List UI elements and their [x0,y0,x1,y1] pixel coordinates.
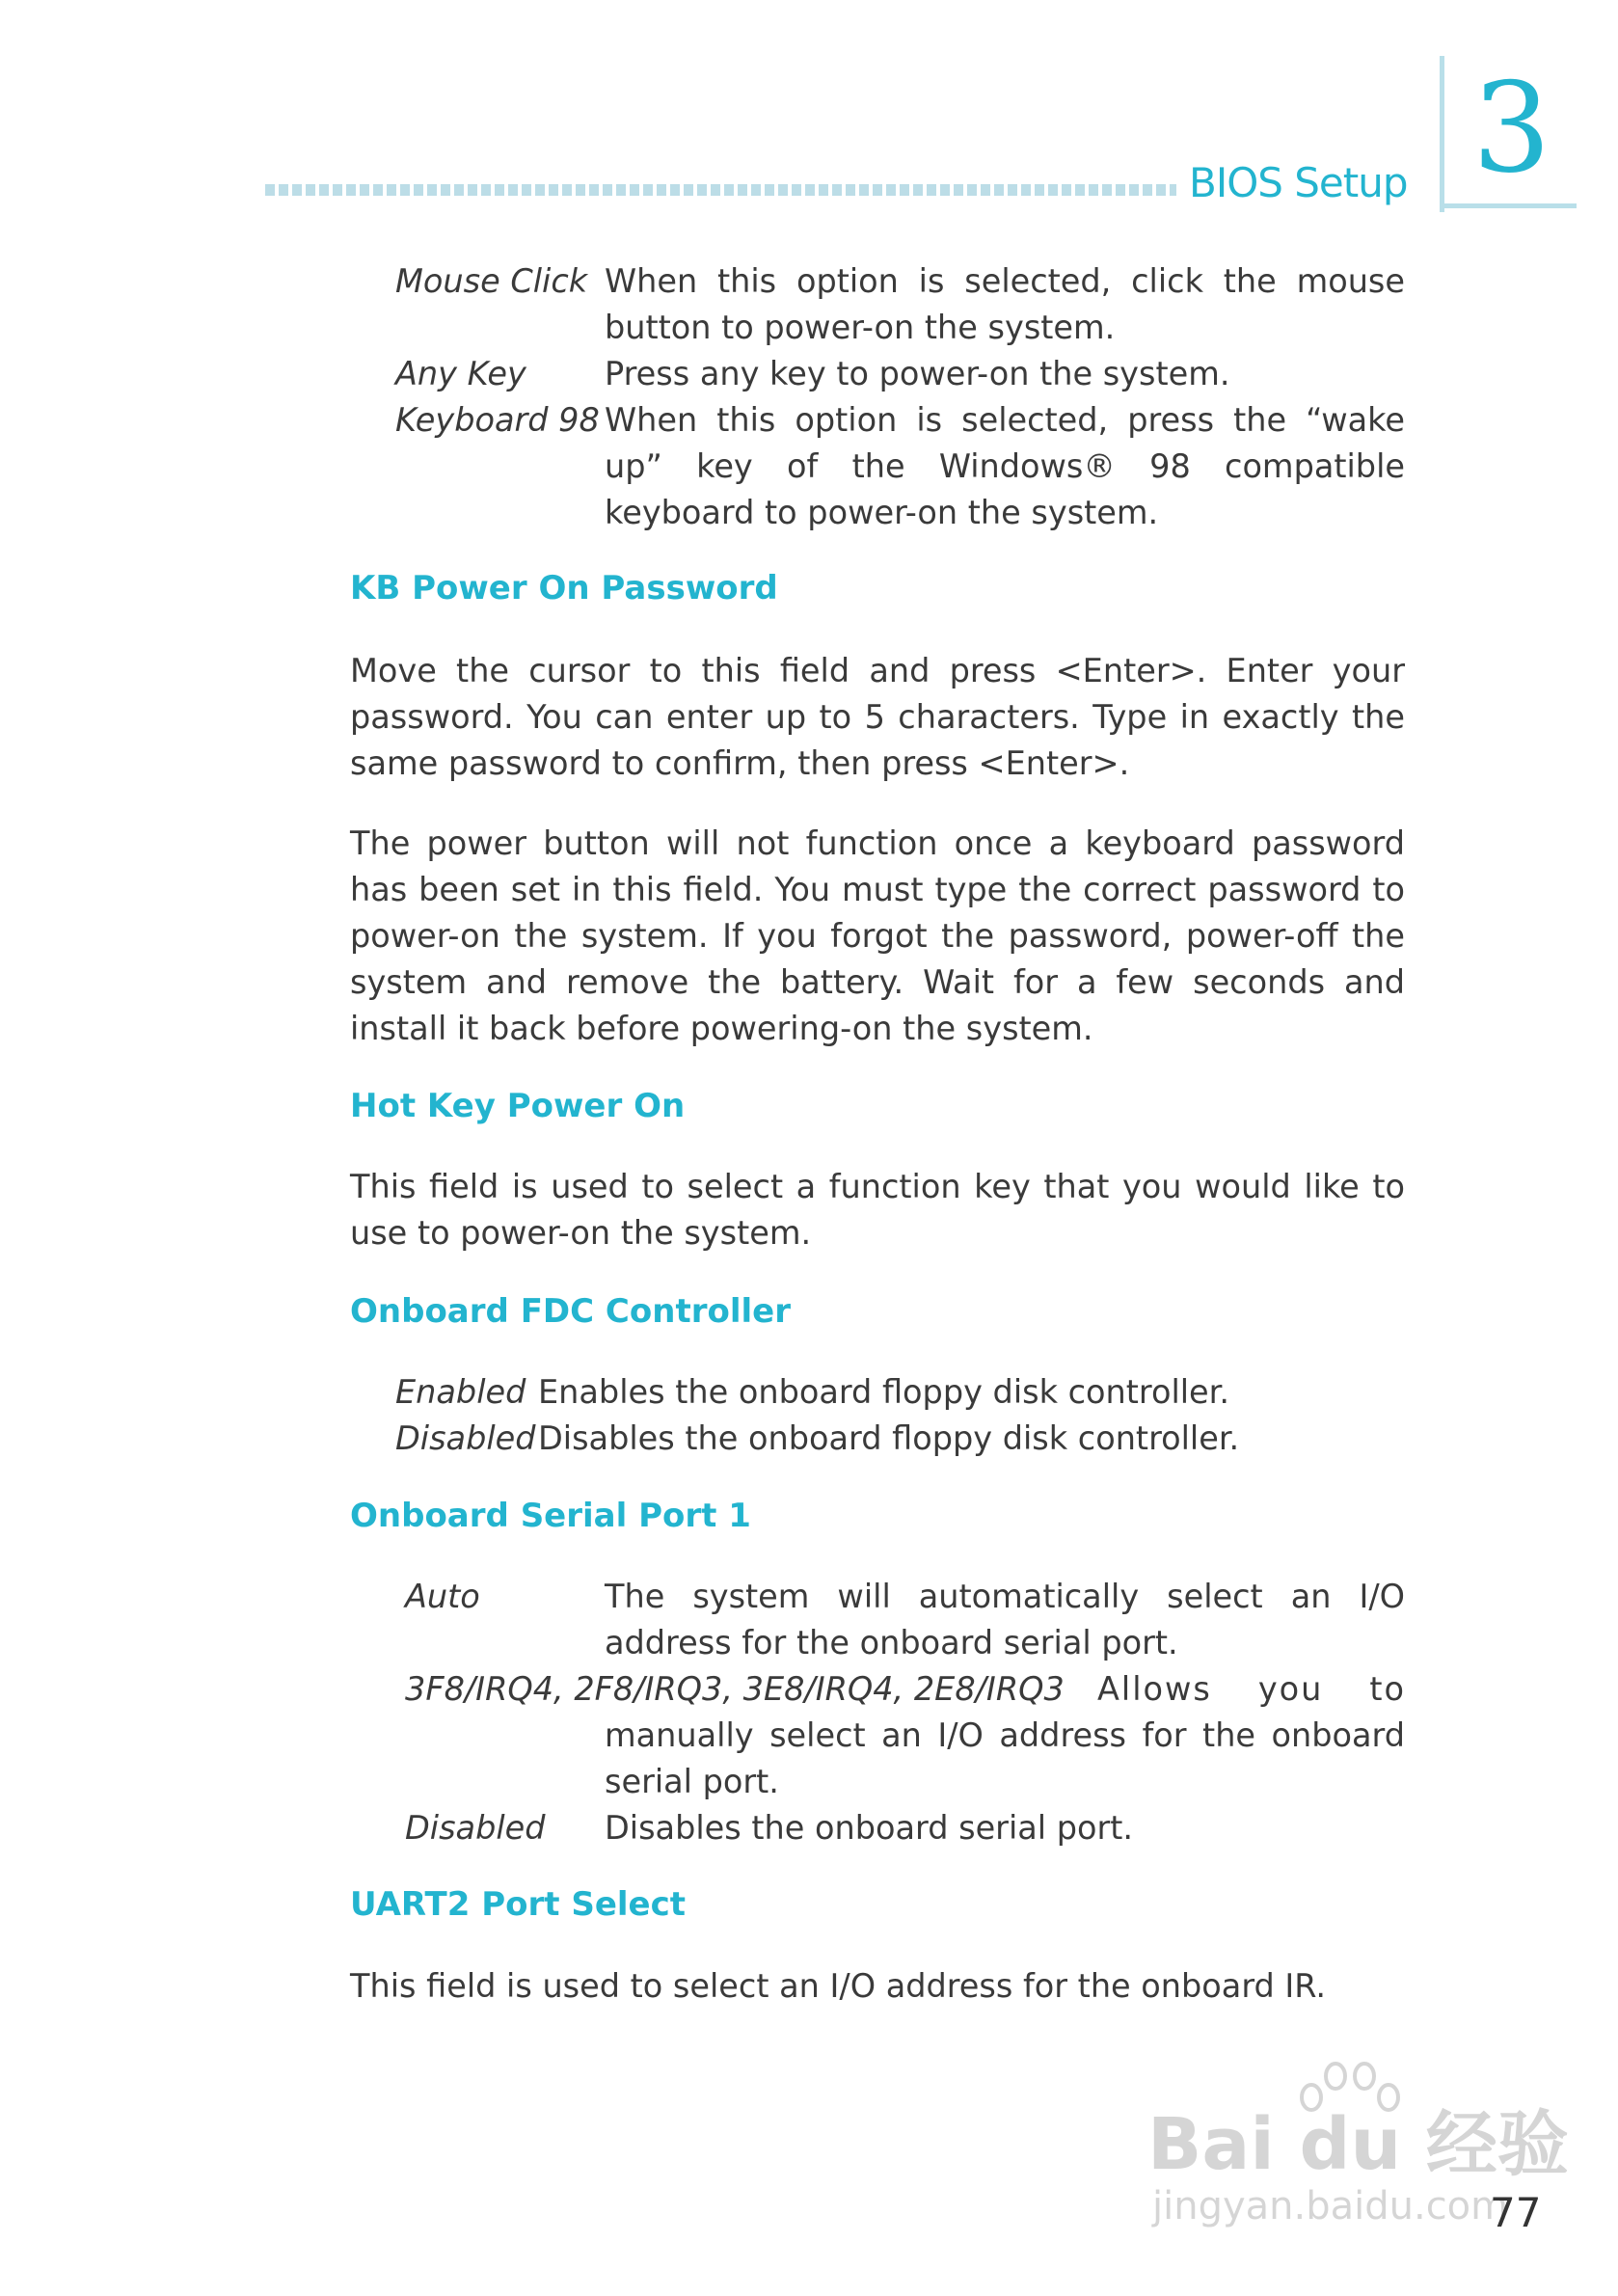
heading-kb-power-on-password: KB Power On Password [350,569,778,608]
option-desc-serial-manual-first-line: Allows you to [1097,1670,1406,1708]
option-desc-serial-auto: The system will automatically select an I/O address for the onboard serial port. [605,1578,1405,1661]
option-label-fdc-enabled: Enabled [395,1373,526,1411]
chapter-tab-vertical-rule [1440,56,1444,212]
watermark-url: jingyan.baidu.com [1152,2184,1509,2228]
option-label-serial-manual: 3F8/IRQ4, 2F8/IRQ3, 3E8/IRQ4, 2E8/IRQ3 [405,1670,1065,1708]
option-label-serial-auto: Auto [405,1578,480,1615]
option-desc-mouse-click: When this option is selected, click the mouse button to power-on the system. [605,262,1405,346]
watermark-main-text: Bai du 经验 [1147,2103,1569,2186]
option-desc-fdc-enabled: Enables the onboard floppy disk controller. [538,1373,1230,1411]
option-label-any-key: Any Key [395,355,526,392]
option-desc-serial-manual-rest: manually select an I/O address for the onboard serial port. [605,1716,1405,1800]
hot-key-paragraph: This field is used to select a function key that you would like to use to power-on the system. [350,1168,1405,1252]
heading-uart2-port-select: UART2 Port Select [350,1885,687,1924]
page-number: 77 [1490,2189,1542,2236]
section-title: BIOS Setup [1189,159,1408,206]
heading-onboard-serial-port-1: Onboard Serial Port 1 [350,1497,751,1535]
option-desc-fdc-disabled: Disables the onboard floppy disk controller. [538,1419,1240,1457]
header-dot-rule [265,184,1176,196]
chapter-number: 3 [1472,57,1551,201]
option-label-keyboard-98: Keyboard 98 [395,401,600,439]
option-desc-serial-disabled: Disables the onboard serial port. [605,1809,1134,1847]
option-label-fdc-disabled: Disabled [395,1419,536,1457]
option-desc-keyboard-98: When this option is selected, press the “wake up” key of the Windows® 98 compatible keyboard to power-on the system. [605,401,1405,531]
uart2-paragraph: This field is used to select an I/O address for the onboard IR. [350,1967,1327,2005]
heading-onboard-fdc-controller: Onboard FDC Controller [350,1292,791,1331]
option-desc-any-key: Press any key to power-on the system. [605,355,1230,392]
kb-password-paragraph-2: The power button will not function once a keyboard password has been set in this field. You must type the correct password to power-on the system. If you forgot the password, power-off the system and remove the battery. Wait for a few seconds and install it back before powering-on the system. [350,824,1405,1047]
option-label-mouse-click: Mouse Click [395,262,588,300]
heading-hot-key-power-on: Hot Key Power On [350,1087,686,1125]
baidu-watermark [1147,2059,1569,2242]
kb-password-paragraph-1: Move the cursor to this field and press <Enter>. Enter your password. You can enter up to 5 characters. Type in exactly the same password to confirm, then press <Enter>. [350,652,1405,782]
chapter-tab-horizontal-rule [1440,203,1577,208]
option-label-serial-disabled: Disabled [405,1809,546,1847]
